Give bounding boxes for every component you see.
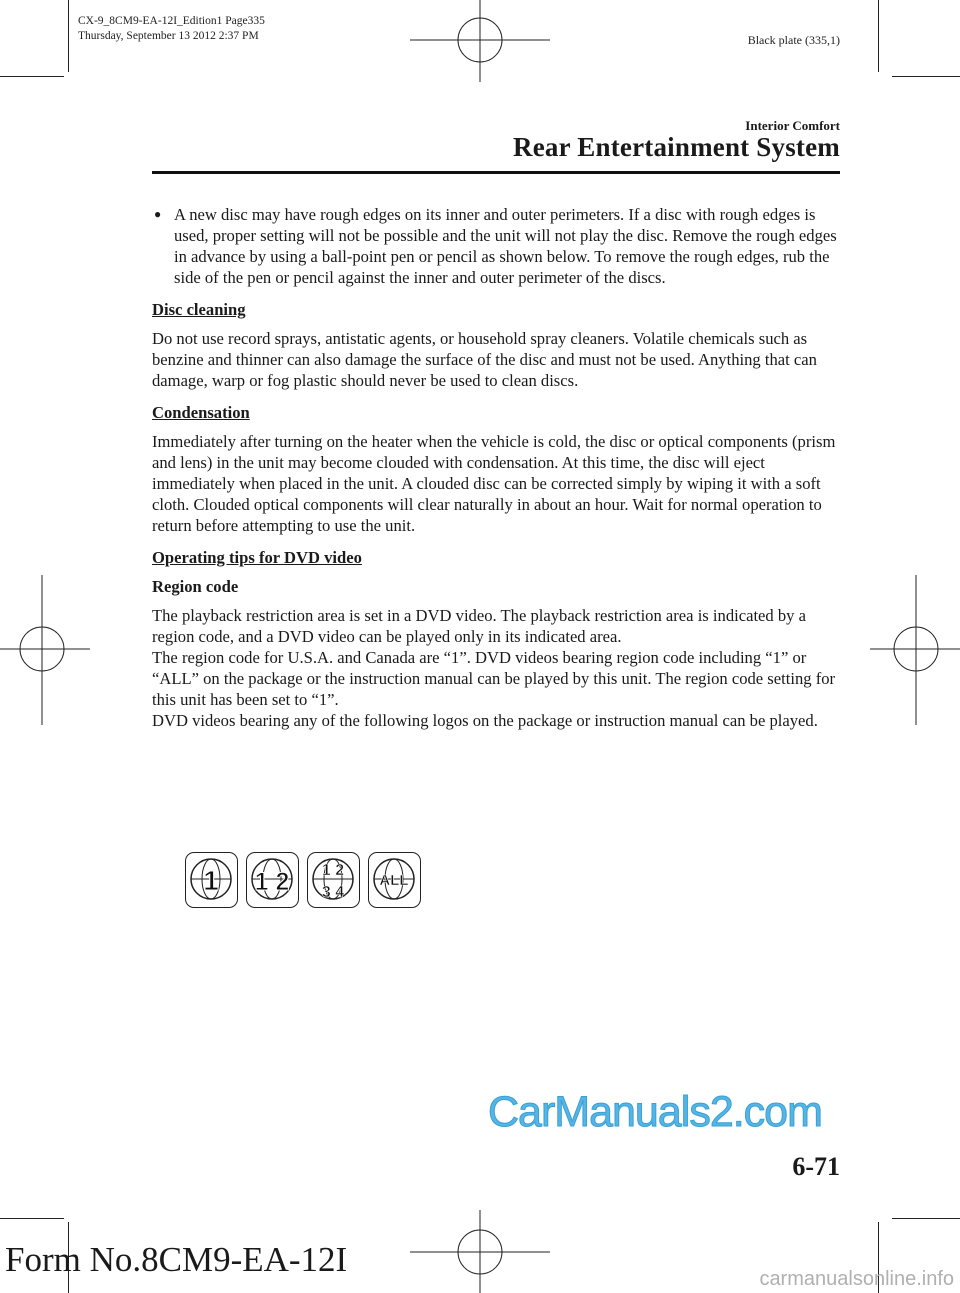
region-logo-all: [368, 852, 421, 908]
globe-icon: [369, 853, 419, 906]
watermark: CarManuals2.com: [488, 1088, 822, 1136]
svg-text:3 4: 3 4: [321, 884, 345, 901]
region-text-2: The region code for U.S.A. and Canada are “1”. DVD videos bearing region code including “1” or “ALL” on the package or the instruction manual can be played by this unit. The region code setting for this unit has been set to “1”.: [152, 648, 836, 709]
date-line: Thursday, September 13 2012 2:37 PM: [78, 30, 259, 42]
globe-icon: [247, 853, 297, 906]
region-logo-1234: [307, 852, 360, 908]
plate-label: Black plate (335,1): [747, 33, 840, 47]
crop-mark: [68, 0, 69, 72]
bullet-item: [152, 204, 840, 288]
crop-mark: [0, 76, 64, 77]
region-logo-1: [185, 852, 238, 908]
registration-mark-right: [870, 575, 960, 725]
svg-text:ALL: ALL: [379, 872, 409, 889]
globe-icon: [186, 853, 236, 906]
region-text-1: The playback restriction area is set in a DVD video. The playback restriction area is indicated by a region code, and a DVD video can be played only in its indicated area.: [152, 606, 806, 646]
page-number: 6-71: [792, 1152, 840, 1181]
crop-mark: [0, 1218, 64, 1219]
title-rule: [152, 171, 840, 174]
page-title: Rear Entertainment System: [513, 132, 840, 162]
crop-mark: [892, 76, 960, 77]
svg-text:1: 1: [203, 865, 219, 896]
crop-mark: [892, 1218, 960, 1219]
page-content: [152, 204, 840, 731]
region-paragraph: [152, 605, 840, 731]
svg-text:1 2: 1 2: [254, 868, 290, 896]
globe-icon: [308, 853, 358, 906]
registration-mark-left: [0, 575, 90, 725]
region-code-heading: Region code: [152, 577, 239, 596]
condensation-text: Immediately after turning on the heater when the vehicle is cold, the disc or optical components (prism and lens) in the unit may become clouded with condensation. At this time, the disc will eject immediately when placed in the unit. A clouded disc can be corrected simply by wiping it with a soft cloth. Clouded optical components will clear naturally in about an hour. Wait for normal operation to return before attempting to use the unit.: [152, 432, 836, 535]
section-label: Interior Comfort: [745, 118, 840, 133]
svg-text:1 2: 1 2: [321, 862, 345, 879]
form-number: Form No.8CM9-EA-12I: [5, 1240, 348, 1279]
bullet-text: A new disc may have rough edges on its inner and outer perimeters. If a disc with rough edges is used, proper setting will not be possible and the unit will not play the disc. Remove the rough edges in advance by using a ball-point pen or pencil as shown below. To remove the rough edges, rub the side of the pen or pencil against the inner and outer perimeter of the discs.: [174, 205, 837, 287]
region-text-3: DVD videos bearing any of the following logos on the package or instruction manual can be played.: [152, 711, 818, 730]
crop-mark: [878, 0, 879, 72]
registration-mark-top: [410, 0, 550, 90]
condensation-heading: Condensation: [152, 403, 250, 422]
disc-cleaning-text: Do not use record sprays, antistatic agents, or household spray cleaners. Volatile chemicals such as benzine and thinner can also damage the surface of the disc and must not be used. Anything that can damage, warp or fog plastic should never be used to clean discs.: [152, 329, 817, 390]
print-info: [78, 14, 265, 44]
registration-mark-bottom: [410, 1210, 550, 1293]
bullet-icon: ●: [154, 207, 162, 221]
disc-cleaning-heading: Disc cleaning: [152, 300, 246, 319]
file-line: CX-9_8CM9-EA-12I_Edition1 Page335: [78, 15, 265, 27]
region-logo-12: [246, 852, 299, 908]
site-watermark: carmanualsonline.info: [759, 1268, 954, 1290]
region-logos: [185, 852, 421, 908]
dvd-tips-heading: Operating tips for DVD video: [152, 548, 362, 567]
